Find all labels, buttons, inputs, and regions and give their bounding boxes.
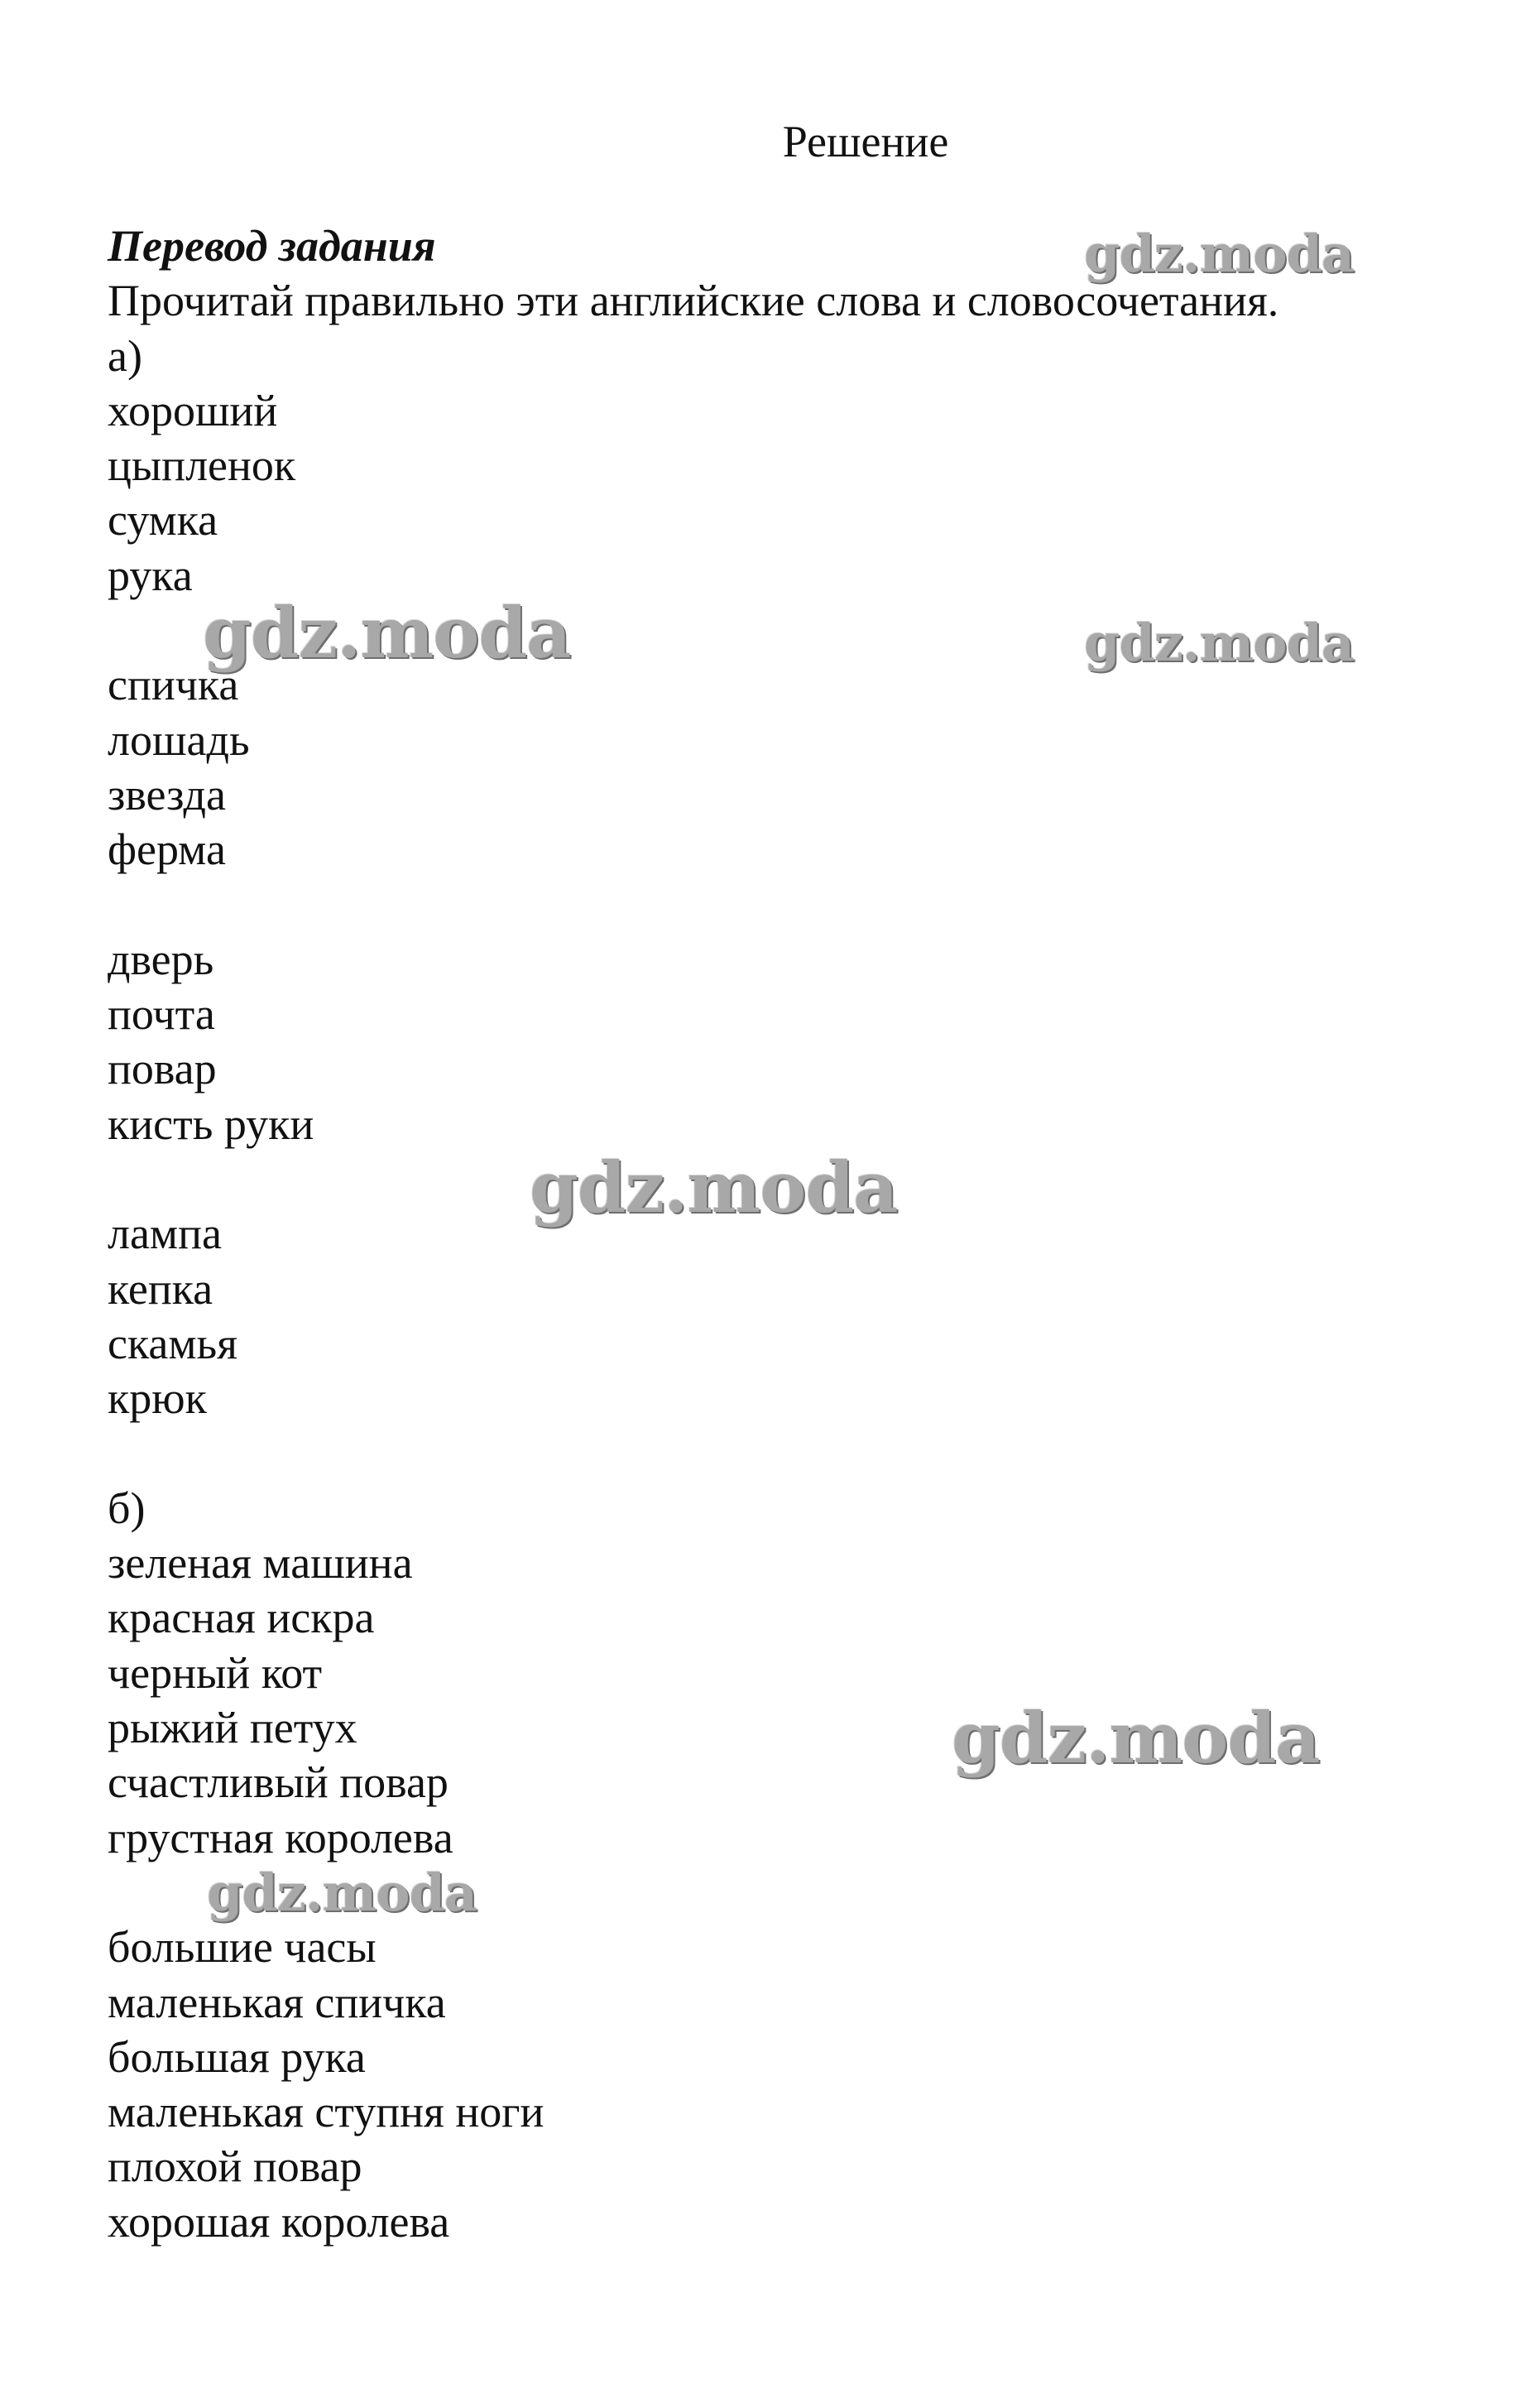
list-item: сумка <box>108 495 218 546</box>
watermark-logo: gdz.moda <box>203 592 571 674</box>
list-item: спичка <box>108 660 239 710</box>
list-item: большая рука <box>108 2031 366 2082</box>
list-item: грустная королева <box>108 1812 453 1862</box>
list-item: хорошая королева <box>108 2196 450 2247</box>
list-item: скамья <box>108 1318 237 1368</box>
list-item: повар <box>108 1044 217 1094</box>
list-item: лошадь <box>108 714 250 765</box>
list-item: рыжий петух <box>108 1703 357 1753</box>
list-item: зеленая машина <box>108 1538 413 1589</box>
list-item: маленькая спичка <box>108 1977 446 2027</box>
list-item: кепка <box>108 1263 213 1314</box>
spacer <box>108 877 1448 932</box>
phrase-group <box>108 1920 1448 2249</box>
watermark-logo: gdz.moda <box>952 1697 1320 1779</box>
list-item: большие часы <box>108 1922 377 1973</box>
list-item: цыпленок <box>108 440 296 491</box>
watermark-logo: gdz.moda <box>207 1862 477 1923</box>
watermark-logo: gdz.moda <box>1084 613 1354 673</box>
watermark-logo: gdz.moda <box>530 1146 898 1228</box>
list-item: лампа <box>108 1209 222 1259</box>
section-b-label: б) <box>108 1483 146 1533</box>
instruction-text: Прочитай правильно эти английские слова и словосочетания. <box>108 276 1279 326</box>
list-item: красная искра <box>108 1593 375 1643</box>
list-item: черный кот <box>108 1647 323 1698</box>
list-item: звезда <box>108 769 226 819</box>
document-body <box>108 219 1448 2249</box>
list-item: плохой повар <box>108 2141 362 2192</box>
list-item: маленькая ступня ноги <box>108 2087 545 2137</box>
list-item: почта <box>108 989 215 1040</box>
spacer <box>108 1426 1448 1481</box>
list-item: крюк <box>108 1373 207 1424</box>
word-group <box>108 932 1448 1151</box>
page-title: Решение <box>782 117 949 166</box>
list-item: хороший <box>108 385 278 435</box>
word-group <box>108 1206 1448 1425</box>
word-group <box>108 383 1448 603</box>
list-item: рука <box>108 550 193 600</box>
list-item: дверь <box>108 934 214 984</box>
list-item: ферма <box>108 824 226 875</box>
word-group <box>108 657 1448 877</box>
list-item: счастливый повар <box>108 1757 449 1808</box>
section-heading: Перевод задания <box>108 221 436 271</box>
list-item: кисть руки <box>108 1098 314 1149</box>
watermark-logo: gdz.moda <box>1084 223 1354 284</box>
section-a-label: а) <box>108 330 142 381</box>
